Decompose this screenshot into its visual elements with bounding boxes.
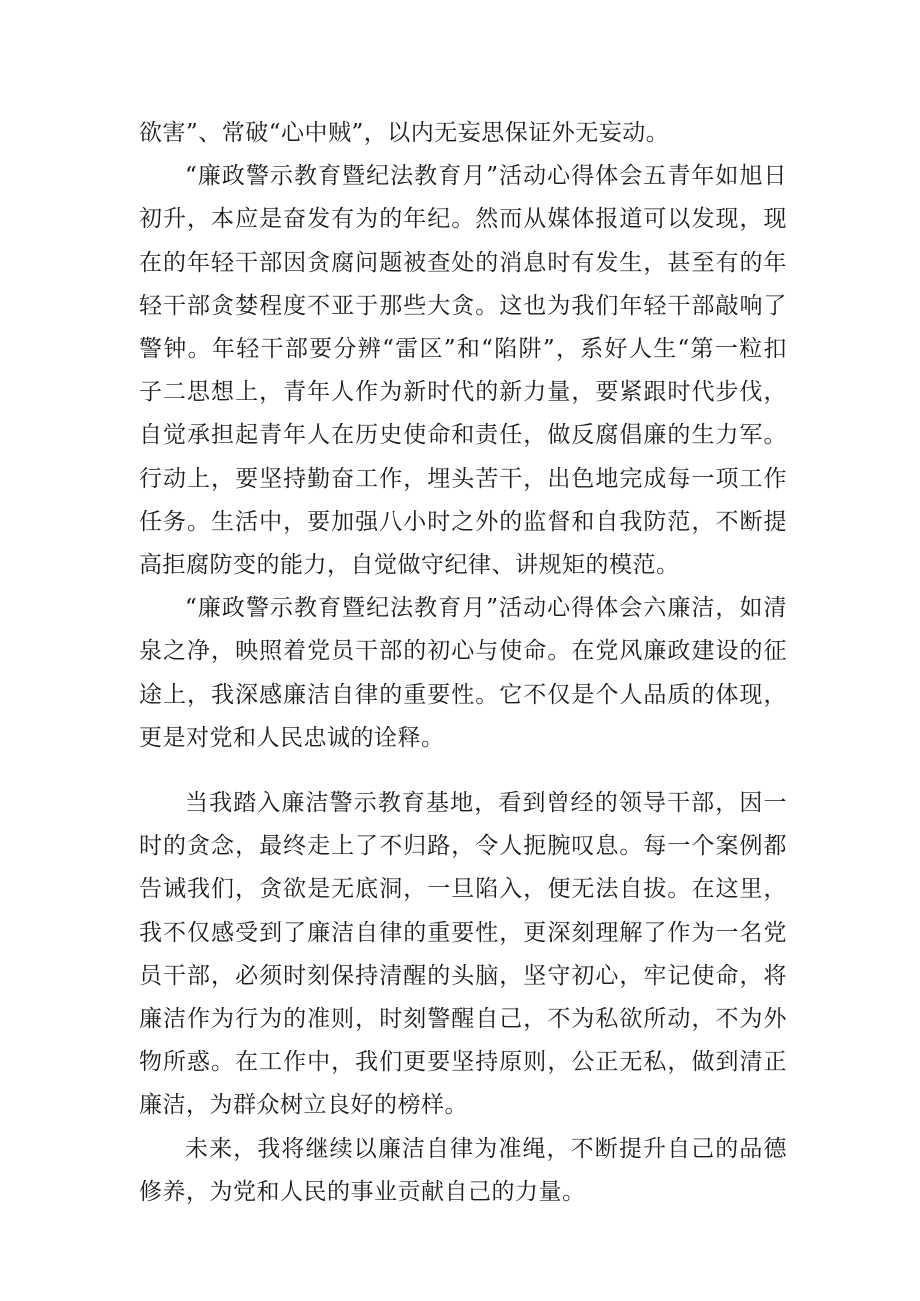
paragraph-education-base: 当我踏入廉洁警示教育基地，看到曾经的领导干部，因一时的贪念，最终走上了不归路，令人扼腕叹息。每一个案例都告诫我们，贪欲是无底洞，一旦陷入，便无法自拔。在这里，我不仅感受到了廉洁自律的重要性，更深刻理解了作为一名党员干部，必须时刻保持清醒的头脑，坚守初心，牢记使命，将廉洁作为行为的准则，时刻警醒自己，不为私欲所动，不为外物所惑。在工作中，我们更要坚持原则，公正无私，做到清正廉洁，为群众树立良好的榜样。: [139, 790, 787, 1119]
document-body: [139, 112, 787, 1214]
paragraph-future: 未来，我将继续以廉洁自律为准绳，不断提升自己的品德修养，为党和人民的事业贡献自己的力量。: [139, 1135, 787, 1205]
paragraph-reflection-six: “廉政警示教育暨纪法教育月”活动心得体会六廉洁，如清泉之净，映照着党员干部的初心与使命。在党风廉政建设的征途上，我深感廉洁自律的重要性。它不仅是个人品质的体现，更是对党和人民忠诚的诠释。: [139, 595, 787, 751]
paragraph-reflection-five: “廉政警示教育暨纪法教育月”活动心得体会五青年如旭日初升，本应是奋发有为的年纪。然而从媒体报道可以发现，现在的年轻干部因贪腐问题被查处的消息时有发生，甚至有的年轻干部贪婪程度不亚于那些大贪。这也为我们年轻干部敲响了警钟。年轻干部要分辨“雷区”和“陷阱”，系好人生“第一粒扣子二思想上，青年人作为新时代的新力量，要紧跟时代步伐，自觉承担起青年人在历史使命和责任，做反腐倡廉的生力军。行动上，要坚持勤奋工作，埋头苦干，出色地完成每一项工作任务。生活中，要加强八小时之外的监督和自我防范，不断提高拒腐防变的能力，自觉做守纪律、讲规矩的模范。: [139, 163, 787, 579]
paragraph-continuation: 欲害”、常破“心中贼”，以内无妄思保证外无妄动。: [139, 120, 670, 146]
